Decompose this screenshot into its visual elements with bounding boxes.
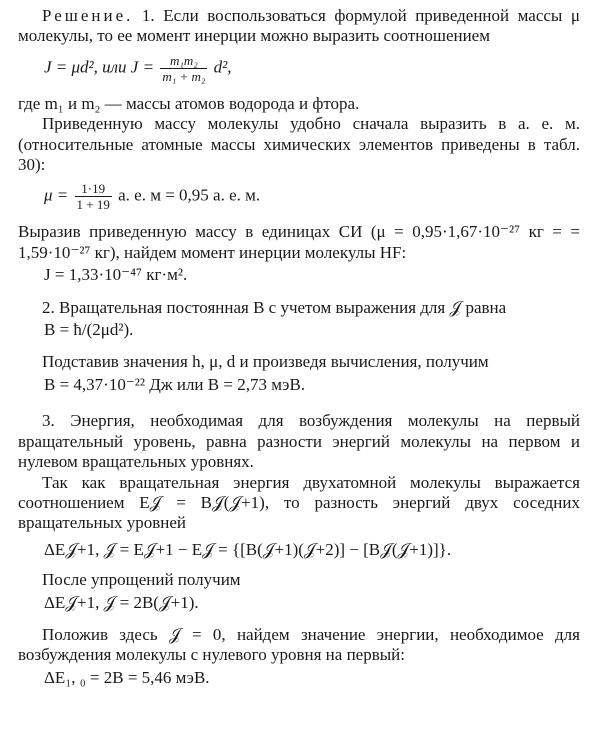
equation-final-result: ΔE₁, ₀ = 2B = 5,46 мэВ. — [44, 667, 210, 687]
paragraph-final: Положив здесь 𝒥 = 0, найдем значение энергии, необходимое для возбуждения молекулы с нулевого уровня на первый: — [18, 624, 580, 665]
equation-energy-difference: ΔE𝒥+1, 𝒥 = E𝒥+1 − E𝒥 = {[B(𝒥+1)(𝒥+2)] − [B𝒥(𝒥+1)]}. — [44, 539, 452, 559]
equation-part: J = μd², или J = — [44, 57, 155, 77]
equation-constant-value: B = 4,37·10⁻²² Дж или B = 2,73 мэВ. — [44, 374, 306, 394]
equation-moment-of-inertia — [44, 53, 580, 84]
fraction-denominator: 1 + 19 — [76, 197, 110, 213]
fraction-denominator: m₁ + m₂ — [162, 68, 206, 84]
equation-part: d², — [213, 57, 232, 77]
equation-reduced-mass — [44, 181, 580, 212]
solution-label: Решение. — [42, 6, 134, 25]
fraction-numerator: 1·19 — [75, 181, 112, 197]
paragraph-excitation-energy: 3. Энергия, необходимая для возбуждения молекулы на первый вращательный уровень, равна разности энергий молекулы на первом и нулевом вращательных уровнях. — [18, 411, 580, 472]
paragraph-rotational-energy: Так как вращательная энергия двухатомной молекулы выражается соотношением E𝒥 = B𝒥(𝒥+1), то разность энергий двух соседних вращательных уровней — [18, 472, 580, 533]
fraction-masses — [75, 181, 112, 212]
paragraph-reduced-mass-amu: Приведенную массу молекулы удобно сначала выразить в а. е. м. (относительные атомные массы химических элементов приведены в табл. 30): — [18, 114, 580, 175]
paragraph-masses: где m₁ и m₂ — массы атомов водорода и фтора. — [18, 93, 360, 113]
paragraph-intro-text: 1. Если воспользоваться формулой приведенной массы μ молекулы, то ее момент инерции можно выразить соотношением — [18, 6, 580, 46]
paragraph-rotational-constant: 2. Вращательная постоянная B с учетом выражения для 𝒥 равна — [42, 297, 507, 317]
equation-rotational-constant: B = ħ/(2μd²). — [44, 320, 134, 340]
paragraph-substitution: Подставив значения h, μ, d и произведя вычисления, получим — [42, 352, 489, 372]
paragraph-simplification: После упрощений получим — [42, 570, 241, 590]
equation-inertia-value: J = 1,33·10⁻⁴⁷ кг·м². — [44, 265, 188, 285]
equation-part: а. е. м = 0,95 а. е. м. — [118, 185, 261, 205]
paragraph-si-units: Выразив приведенную массу в единицах СИ (μ = 0,95·1,67·10⁻²⁷ кг = = 1,59·10⁻²⁷ кг), найдем момент инерции молекулы HF: — [18, 222, 580, 262]
equation-simplified: ΔE𝒥+1, 𝒥 = 2B(𝒥+1). — [44, 592, 199, 612]
paragraph-intro — [18, 6, 580, 47]
equation-part: μ = — [44, 185, 69, 205]
fraction-reduced-mass — [160, 53, 207, 84]
fraction-numerator: m₁m₂ — [160, 53, 207, 69]
